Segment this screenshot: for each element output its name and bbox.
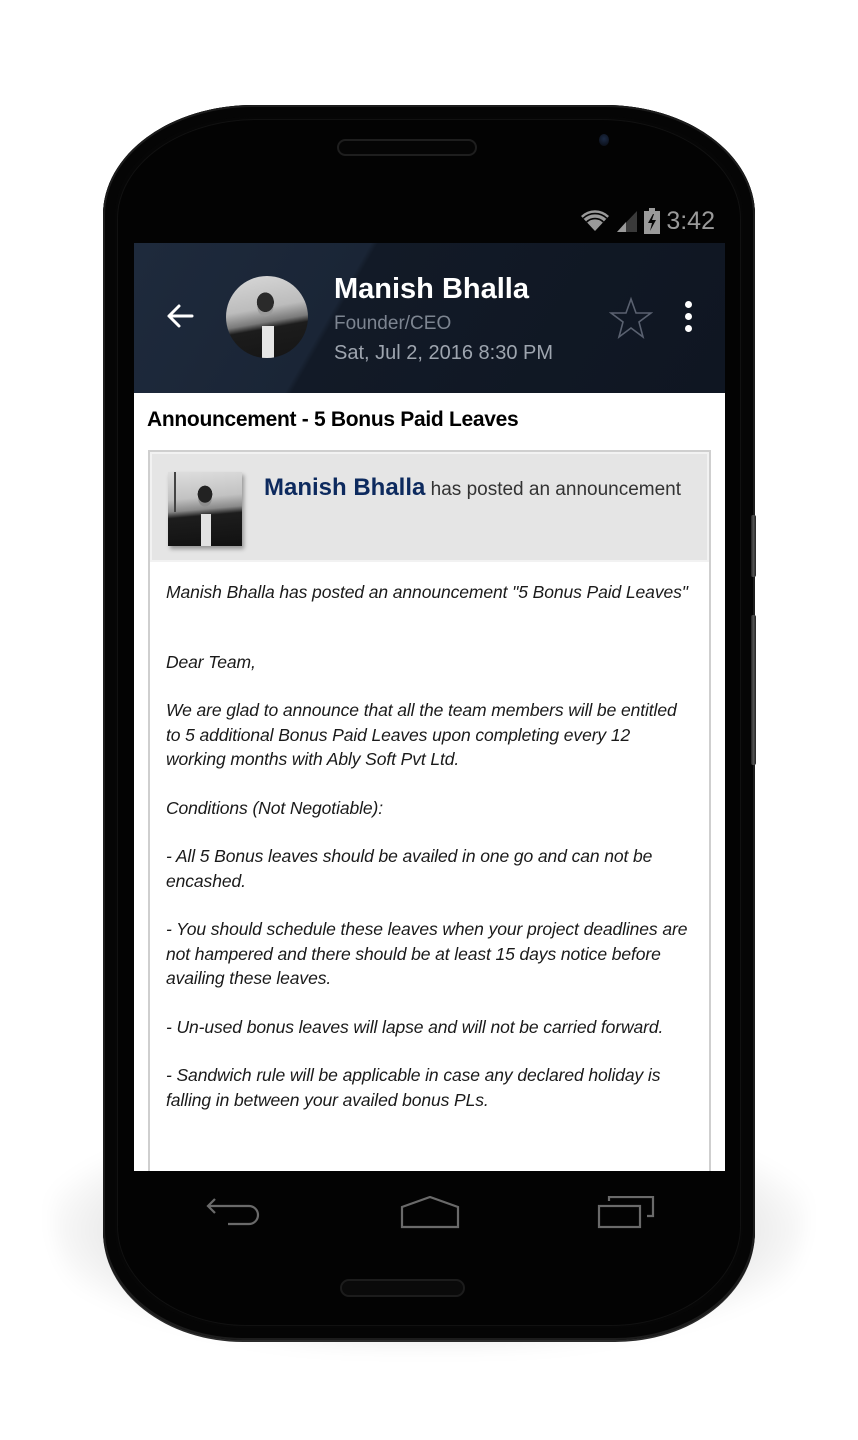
power-button bbox=[751, 615, 756, 765]
poster-line bbox=[264, 474, 681, 502]
battery-charging-icon bbox=[644, 208, 660, 234]
announcement-card bbox=[148, 450, 711, 1171]
poster-avatar[interactable] bbox=[168, 472, 242, 546]
app-screen bbox=[134, 243, 725, 1171]
poster-name-link[interactable]: Manish Bhalla bbox=[264, 474, 426, 501]
system-nav-bar bbox=[134, 1171, 725, 1271]
body-paragraph: We are glad to announce that all the team members will be entitled to 5 additional Bonus Paid Leaves upon completing every 12 working months with Ably Soft Pvt Ltd. bbox=[166, 700, 677, 769]
back-nav-icon bbox=[205, 1196, 261, 1230]
front-camera bbox=[599, 134, 609, 146]
status-bar bbox=[134, 200, 725, 242]
recents-nav-button[interactable] bbox=[592, 1196, 662, 1236]
avatar[interactable] bbox=[226, 276, 308, 358]
cell-signal-icon bbox=[616, 209, 638, 233]
home-nav-button[interactable] bbox=[395, 1196, 465, 1236]
sender-name: Manish Bhalla bbox=[334, 273, 529, 305]
body-condition: - Sandwich rule will be applicable in case any declared holiday is falling in between your availed bonus PLs. bbox=[166, 1065, 661, 1110]
status-time: 3:42 bbox=[666, 206, 715, 235]
body-intro: Manish Bhalla has posted an announcement "5 Bonus Paid Leaves" bbox=[166, 582, 688, 602]
arrow-left-icon[interactable] bbox=[162, 298, 198, 334]
announcement-body bbox=[150, 562, 709, 1112]
volume-button bbox=[751, 515, 756, 577]
announcement-title: Announcement - 5 Bonus Paid Leaves bbox=[147, 408, 519, 431]
post-datetime: Sat, Jul 2, 2016 8:30 PM bbox=[334, 342, 554, 364]
body-greeting: Dear Team, bbox=[166, 651, 256, 672]
body-condition: - All 5 Bonus leaves should be availed in one go and can not be encashed. bbox=[166, 846, 653, 891]
card-header bbox=[150, 452, 709, 562]
body-condition: - You should schedule these leaves when your project deadlines are not hampered and there should be at least 15 days notice before availing these leaves. bbox=[166, 919, 688, 988]
sender-role: Founder/CEO bbox=[334, 313, 452, 334]
earpiece-speaker bbox=[337, 139, 477, 156]
body-condition: - Un-used bonus leaves will lapse and will not be carried forward. bbox=[166, 1016, 664, 1037]
wifi-icon bbox=[580, 209, 610, 233]
star-outline-icon[interactable] bbox=[609, 296, 653, 340]
poster-action: has posted an announcement bbox=[430, 479, 682, 500]
bottom-speaker bbox=[340, 1279, 465, 1297]
more-vertical-icon[interactable] bbox=[676, 301, 700, 337]
home-nav-icon bbox=[399, 1196, 461, 1230]
back-nav-button[interactable] bbox=[198, 1196, 268, 1236]
app-header bbox=[134, 243, 725, 393]
recents-nav-icon bbox=[597, 1196, 657, 1230]
body-conditions-heading: Conditions (Not Negotiable): bbox=[166, 797, 384, 818]
